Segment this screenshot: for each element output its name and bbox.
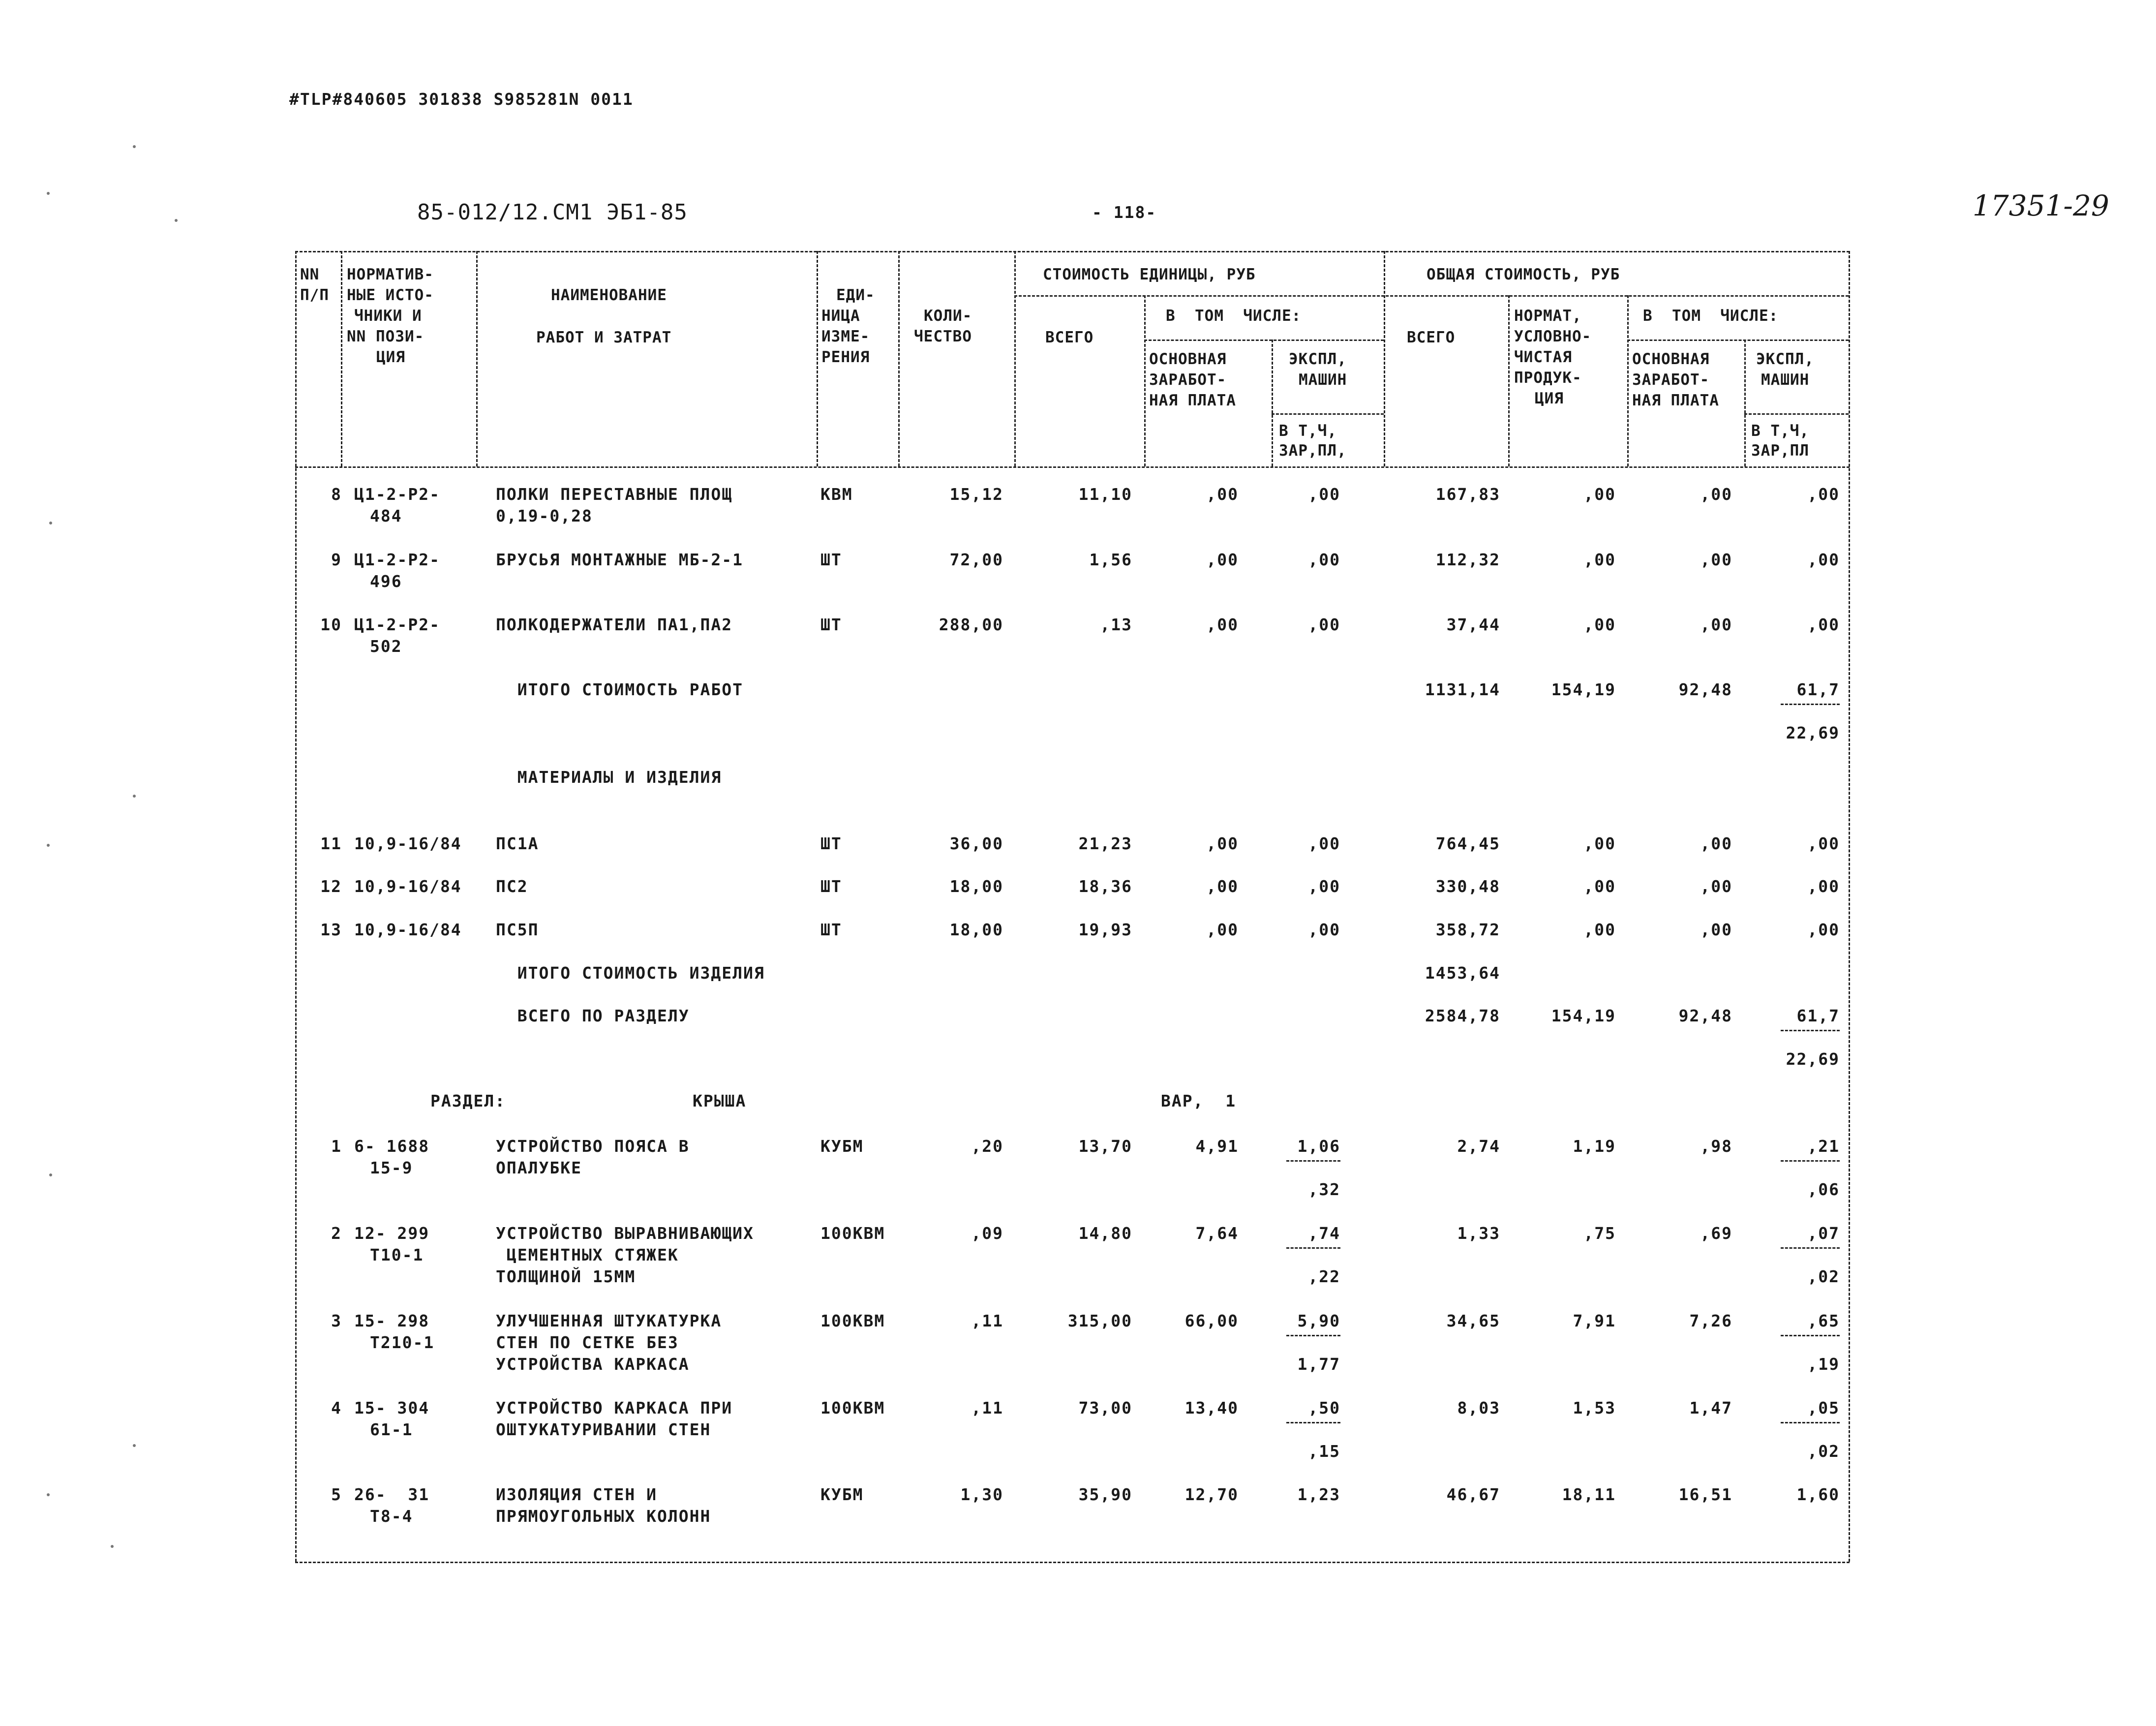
unit-cost-machines: 5,90 <box>1297 1311 1340 1330</box>
subvalue-separator <box>1286 1335 1340 1336</box>
section-label: РАЗДЕЛ: <box>430 1091 506 1110</box>
total-cost-norm: 18,11 <box>1562 1485 1616 1504</box>
work-name: ИТОГО СТОИМОСТЬ РАБОТ <box>496 680 743 699</box>
work-name: УСТРОЙСТВО ПОЯСА В <box>496 1137 690 1156</box>
unit-cost-machines: ,00 <box>1308 550 1340 569</box>
work-name-line2: 0,19-0,28 <box>496 506 593 525</box>
header-total-machines: В Т,Ч, <box>1751 422 1809 440</box>
total-cost-all: 1,33 <box>1457 1224 1500 1243</box>
work-name: УСТРОЙСТВО КАРКАСА ПРИ <box>496 1398 733 1418</box>
total-cost-all: 167,83 <box>1435 485 1500 504</box>
quantity: 18,00 <box>949 877 1003 896</box>
header-unit-machines: ЭКСПЛ, <box>1289 350 1347 368</box>
total-cost-base-pay: ,69 <box>1700 1224 1732 1243</box>
quantity: 18,00 <box>949 920 1003 939</box>
total-cost-all: 2,74 <box>1457 1137 1500 1156</box>
norm-code-line2: Т8-4 <box>370 1507 413 1526</box>
header-norm-source: ЧНИКИ И <box>354 307 422 325</box>
header-divider <box>1144 295 1146 466</box>
total-cost-machines: ,00 <box>1807 485 1840 504</box>
unit-cost-all: 315,00 <box>1067 1311 1132 1330</box>
norm-code: 10,9-16/84 <box>354 834 462 853</box>
header-work-name: НАИМЕНОВАНИЕ <box>551 286 667 304</box>
total-cost-norm: 154,19 <box>1551 680 1616 699</box>
work-name: ИЗОЛЯЦИЯ СТЕН И <box>496 1485 658 1504</box>
header-divider <box>1508 295 1510 466</box>
unit-cost-machines-pay: 1,77 <box>1297 1355 1340 1374</box>
norm-code: 10,9-16/84 <box>354 877 462 896</box>
total-cost-machines-pay: ,19 <box>1807 1355 1840 1374</box>
work-name-line2: СТЕН ПО СЕТКЕ БЕЗ <box>496 1333 679 1352</box>
quantity: 15,12 <box>949 485 1003 504</box>
total-cost-norm: ,00 <box>1583 834 1616 853</box>
table-right-border <box>1849 251 1850 1562</box>
total-cost-norm: ,00 <box>1583 550 1616 569</box>
section-variant: ВАР, 1 <box>1161 1091 1237 1110</box>
header-unit-base-pay: НАЯ ПЛАТА <box>1149 392 1236 409</box>
work-name: ПОЛКОДЕРЖАТЕЛИ ПА1,ПА2 <box>496 615 733 634</box>
row-number: 13 <box>320 920 342 939</box>
norm-code: 12- 299 <box>354 1224 430 1243</box>
total-cost-base-pay: 7,26 <box>1689 1311 1732 1330</box>
total-cost-machines: 1,60 <box>1796 1485 1840 1504</box>
header-norm-source: НОРМАТИВ- <box>347 266 434 283</box>
norm-code-line2: 61-1 <box>370 1420 413 1439</box>
unit-cost-all: 21,23 <box>1078 834 1132 853</box>
header-total-base-pay: НАЯ ПЛАТА <box>1632 392 1719 409</box>
total-cost-base-pay: ,98 <box>1700 1137 1732 1156</box>
margin-mark <box>49 522 52 524</box>
row-number: 9 <box>331 550 342 569</box>
header-bottom-border <box>295 466 1850 468</box>
quantity: 288,00 <box>939 615 1003 634</box>
subvalue-separator <box>1286 1247 1340 1249</box>
total-cost-machines: ,05 <box>1807 1398 1840 1418</box>
work-name: МАТЕРИАЛЫ И ИЗДЕЛИЯ <box>496 768 722 787</box>
header-total-norm: ЦИЯ <box>1535 390 1564 407</box>
total-cost-all: 34,65 <box>1446 1311 1500 1330</box>
unit-cost-machines: ,00 <box>1308 834 1340 853</box>
work-name-line3: УСТРОЙСТВА КАРКАСА <box>496 1355 690 1374</box>
quantity: ,11 <box>971 1311 1003 1330</box>
subvalue-separator <box>1286 1422 1340 1423</box>
quantity: ,20 <box>971 1137 1003 1156</box>
total-cost-norm: 154,19 <box>1551 1006 1616 1025</box>
header-divider <box>1014 251 1016 466</box>
header-divider <box>1744 339 1746 466</box>
total-cost-base-pay: ,00 <box>1700 550 1732 569</box>
header-unit-cost: СТОИМОСТЬ ЕДИНИЦЫ, РУБ <box>1043 266 1256 283</box>
work-name: ПС1А <box>496 834 539 853</box>
table-left-border <box>295 251 297 1562</box>
header-unit: ЕДИ- <box>836 286 875 304</box>
subvalue-separator <box>1781 704 1840 705</box>
margin-mark <box>111 1545 114 1548</box>
document-id: #TLP#840605 301838 S985281N 0011 <box>289 90 634 109</box>
total-cost-machines: 61,7 <box>1796 680 1840 699</box>
work-name: ВСЕГО ПО РАЗДЕЛУ <box>496 1006 690 1025</box>
header-quantity: КОЛИ- <box>924 307 972 325</box>
header-nn: П/П <box>300 286 329 304</box>
unit-cost-base-pay: ,00 <box>1206 550 1239 569</box>
header-divider <box>476 251 478 466</box>
header-total-norm: НОРМАТ, <box>1514 307 1582 325</box>
unit: ШТ <box>820 834 842 853</box>
total-cost-machines-pay: ,06 <box>1807 1180 1840 1199</box>
row-number: 12 <box>320 877 342 896</box>
norm-code: Ц1-2-Р2- <box>354 550 440 569</box>
work-name-line2: ПРЯМОУГОЛЬНЫХ КОЛОНН <box>496 1507 711 1526</box>
work-name: УЛУЧШЕННАЯ ШТУКАТУРКА <box>496 1311 722 1330</box>
total-cost-all: 1131,14 <box>1425 680 1500 699</box>
total-cost-all: 764,45 <box>1435 834 1500 853</box>
subvalue-separator <box>1781 1422 1840 1423</box>
row-number: 5 <box>331 1485 342 1504</box>
header-unit: НИЦА <box>821 307 860 325</box>
total-cost-base-pay: ,00 <box>1700 615 1732 634</box>
unit-cost-all: 13,70 <box>1078 1137 1132 1156</box>
unit-cost-machines: ,74 <box>1308 1224 1340 1243</box>
unit-cost-all: 11,10 <box>1078 485 1132 504</box>
work-name: ПС2 <box>496 877 528 896</box>
unit-cost-machines: 1,23 <box>1297 1485 1340 1504</box>
subvalue-separator <box>1781 1030 1840 1031</box>
unit-cost-machines-pay: ,15 <box>1308 1442 1340 1461</box>
header-divider <box>1144 339 1384 341</box>
total-cost-base-pay: ,00 <box>1700 920 1732 939</box>
norm-code: Ц1-2-Р2- <box>354 615 440 634</box>
norm-code-line2: 502 <box>370 637 402 656</box>
header-divider <box>1272 339 1273 466</box>
unit: КУБМ <box>820 1137 864 1156</box>
total-cost-base-pay: 16,51 <box>1678 1485 1732 1504</box>
subvalue-separator <box>1781 1247 1840 1249</box>
total-cost-all: 2584,78 <box>1425 1006 1500 1025</box>
header-unit-base-pay: ЗАРАБОТ- <box>1149 371 1227 389</box>
total-cost-norm: ,00 <box>1583 877 1616 896</box>
unit-cost-all: 14,80 <box>1078 1224 1132 1243</box>
unit-cost-all: 1,56 <box>1089 550 1132 569</box>
unit: ШТ <box>820 615 842 634</box>
total-cost-machines: ,00 <box>1807 834 1840 853</box>
unit-cost-base-pay: 13,40 <box>1184 1398 1239 1418</box>
norm-code: 6- 1688 <box>354 1137 430 1156</box>
header-total-machines: МАШИН <box>1761 371 1810 389</box>
row-number: 1 <box>331 1137 342 1156</box>
quantity: ,09 <box>971 1224 1003 1243</box>
total-cost-norm: 7,91 <box>1573 1311 1616 1330</box>
unit-cost-base-pay: ,00 <box>1206 834 1239 853</box>
margin-mark <box>47 1493 50 1496</box>
header-total-machines: ЗАР,ПЛ <box>1751 442 1809 460</box>
quantity: ,11 <box>971 1398 1003 1418</box>
header-quantity: ЧЕСТВО <box>914 328 972 345</box>
header-total-machines: ЭКСПЛ, <box>1756 350 1814 368</box>
row-number: 2 <box>331 1224 342 1243</box>
unit-cost-base-pay: 12,70 <box>1184 1485 1239 1504</box>
header-unit-all: ВСЕГО <box>1045 329 1094 346</box>
norm-code-line2: 484 <box>370 506 402 525</box>
header-total-norm: УСЛОВНО- <box>1514 328 1592 345</box>
total-cost-norm: 1,53 <box>1573 1398 1616 1418</box>
total-cost-all: 8,03 <box>1457 1398 1500 1418</box>
header-total-norm: ПРОДУК- <box>1514 369 1582 387</box>
row-number: 10 <box>320 615 342 634</box>
total-cost-all: 1453,64 <box>1425 963 1500 983</box>
unit: ШТ <box>820 877 842 896</box>
header-divider <box>817 251 818 466</box>
unit-cost-machines: ,00 <box>1308 920 1340 939</box>
work-name: ИТОГО СТОИМОСТЬ ИЗДЕЛИЯ <box>496 963 765 983</box>
subvalue-separator <box>1781 1335 1840 1336</box>
unit-cost-base-pay: ,00 <box>1206 920 1239 939</box>
total-cost-all: 37,44 <box>1446 615 1500 634</box>
header-divider <box>1744 413 1849 415</box>
section-name: КРЫША <box>693 1091 747 1110</box>
total-cost-machines: ,00 <box>1807 550 1840 569</box>
work-name: БРУСЬЯ МОНТАЖНЫЕ МБ-2-1 <box>496 550 743 569</box>
total-cost-all: 112,32 <box>1435 550 1500 569</box>
header-nn: NN <box>300 266 320 283</box>
table-top-border <box>295 251 1850 252</box>
total-cost-machines-pay: ,02 <box>1807 1442 1840 1461</box>
header-unit-machines: В Т,Ч, <box>1279 422 1337 440</box>
total-cost-norm: ,00 <box>1583 485 1616 504</box>
unit-cost-all: 73,00 <box>1078 1398 1132 1418</box>
norm-code: 26- 31 <box>354 1485 430 1504</box>
header-unit-including: В ТОМ ЧИСЛЕ: <box>1166 307 1302 325</box>
total-cost-machines-pay: 22,69 <box>1786 1049 1840 1069</box>
unit: КВМ <box>820 485 853 504</box>
work-name: ПОЛКИ ПЕРЕСТАВНЫЕ ПЛОЩ <box>496 485 733 504</box>
work-name: УСТРОЙСТВО ВЫРАВНИВАЮЩИХ <box>496 1224 754 1243</box>
header-divider <box>341 251 342 466</box>
margin-mark <box>47 192 50 195</box>
header-total-base-pay: ОСНОВНАЯ <box>1632 350 1710 368</box>
total-cost-base-pay: ,00 <box>1700 485 1732 504</box>
total-cost-base-pay: 92,48 <box>1678 1006 1732 1025</box>
unit-cost-machines-pay: ,22 <box>1308 1267 1340 1286</box>
norm-code-line2: 496 <box>370 572 402 591</box>
norm-code-line2: 15-9 <box>370 1158 413 1177</box>
header-total-all: ВСЕГО <box>1407 329 1456 346</box>
margin-mark <box>133 795 136 798</box>
unit: ШТ <box>820 920 842 939</box>
total-cost-base-pay: ,00 <box>1700 834 1732 853</box>
unit-cost-base-pay: ,00 <box>1206 877 1239 896</box>
header-divider <box>1014 295 1849 297</box>
norm-code: 15- 304 <box>354 1398 430 1418</box>
header-unit-base-pay: ОСНОВНАЯ <box>1149 350 1227 368</box>
margin-mark <box>133 145 136 148</box>
norm-code-line2: Т10-1 <box>370 1245 424 1264</box>
norm-code: 15- 298 <box>354 1311 430 1330</box>
total-cost-machines: ,65 <box>1807 1311 1840 1330</box>
header-unit: РЕНИЯ <box>821 348 870 366</box>
header-total-base-pay: ЗАРАБОТ- <box>1632 371 1710 389</box>
unit-cost-all: 19,93 <box>1078 920 1132 939</box>
total-cost-norm: ,00 <box>1583 920 1616 939</box>
work-name-line2: ЦЕМЕНТНЫХ СТЯЖЕК <box>496 1245 679 1264</box>
quantity: 36,00 <box>949 834 1003 853</box>
work-name-line2: ОПАЛУБКЕ <box>496 1158 582 1177</box>
document-reference: 85-012/12.CM1 ЭБ1-85 <box>417 200 688 225</box>
header-unit-machines: МАШИН <box>1299 371 1347 389</box>
unit: КУБМ <box>820 1485 864 1504</box>
row-number: 11 <box>320 834 342 853</box>
unit-cost-all: 35,90 <box>1078 1485 1132 1504</box>
norm-code-line2: Т210-1 <box>370 1333 435 1352</box>
total-cost-machines: ,07 <box>1807 1224 1840 1243</box>
unit-cost-machines: ,50 <box>1308 1398 1340 1418</box>
total-cost-base-pay: ,00 <box>1700 877 1732 896</box>
unit: ШТ <box>820 550 842 569</box>
unit-cost-machines-pay: ,32 <box>1308 1180 1340 1199</box>
unit-cost-machines: ,00 <box>1308 485 1340 504</box>
unit-cost-base-pay: 66,00 <box>1184 1311 1239 1330</box>
unit-cost-all: 18,36 <box>1078 877 1132 896</box>
subvalue-separator <box>1286 1160 1340 1162</box>
unit-cost-machines: ,00 <box>1308 877 1340 896</box>
total-cost-base-pay: 92,48 <box>1678 680 1732 699</box>
total-cost-base-pay: 1,47 <box>1689 1398 1732 1418</box>
unit: 100КВМ <box>820 1224 885 1243</box>
header-divider <box>1627 295 1629 466</box>
total-cost-norm: ,75 <box>1583 1224 1616 1243</box>
work-name: ПС5П <box>496 920 539 939</box>
total-cost-all: 358,72 <box>1435 920 1500 939</box>
page-number: - 118- <box>1092 203 1157 222</box>
total-cost-machines: ,00 <box>1807 615 1840 634</box>
margin-mark <box>175 219 178 222</box>
header-divider <box>1272 413 1384 415</box>
row-number: 4 <box>331 1398 342 1418</box>
total-cost-all: 330,48 <box>1435 877 1500 896</box>
total-cost-machines: ,00 <box>1807 920 1840 939</box>
header-divider <box>898 251 900 466</box>
total-cost-norm: ,00 <box>1583 615 1616 634</box>
unit-cost-machines: ,00 <box>1308 615 1340 634</box>
header-unit: ИЗМЕ- <box>821 328 870 345</box>
unit-cost-base-pay: ,00 <box>1206 485 1239 504</box>
total-cost-norm: 1,19 <box>1573 1137 1616 1156</box>
header-divider <box>1627 339 1849 341</box>
header-work-name: РАБОТ И ЗАТРАТ <box>536 329 672 346</box>
margin-mark <box>133 1444 136 1447</box>
total-cost-machines-pay: 22,69 <box>1786 723 1840 742</box>
total-cost-all: 46,67 <box>1446 1485 1500 1504</box>
header-total-norm: ЧИСТАЯ <box>1514 348 1572 366</box>
work-name-line2: ОШТУКАТУРИВАНИИ СТЕН <box>496 1420 711 1439</box>
unit-cost-machines: 1,06 <box>1297 1137 1340 1156</box>
header-divider <box>1384 251 1385 466</box>
norm-code: 10,9-16/84 <box>354 920 462 939</box>
unit-cost-base-pay: ,00 <box>1206 615 1239 634</box>
unit: 100КВМ <box>820 1398 885 1418</box>
norm-code: Ц1-2-Р2- <box>354 485 440 504</box>
margin-mark <box>49 1173 52 1176</box>
work-name-line3: ТОЛЩИНОЙ 15ММ <box>496 1267 636 1286</box>
header-norm-source: ЦИЯ <box>376 348 405 366</box>
handwritten-reference: 17351-29 <box>1973 189 2109 222</box>
row-number: 8 <box>331 485 342 504</box>
table-bottom-border <box>295 1562 1850 1563</box>
quantity: 72,00 <box>949 550 1003 569</box>
quantity: 1,30 <box>960 1485 1003 1504</box>
unit-cost-base-pay: 4,91 <box>1195 1137 1239 1156</box>
total-cost-machines: 61,7 <box>1796 1006 1840 1025</box>
unit-cost-all: ,13 <box>1100 615 1132 634</box>
header-norm-source: НЫЕ ИСТО- <box>347 286 434 304</box>
unit: 100КВМ <box>820 1311 885 1330</box>
header-unit-machines: ЗАР,ПЛ, <box>1279 442 1347 460</box>
header-norm-source: NN ПОЗИ- <box>347 328 425 345</box>
header-total-including: В ТОМ ЧИСЛЕ: <box>1643 307 1779 325</box>
total-cost-machines: ,21 <box>1807 1137 1840 1156</box>
margin-mark <box>47 844 50 847</box>
header-total-cost: ОБЩАЯ СТОИМОСТЬ, РУБ <box>1427 266 1620 283</box>
unit-cost-base-pay: 7,64 <box>1195 1224 1239 1243</box>
total-cost-machines-pay: ,02 <box>1807 1267 1840 1286</box>
total-cost-machines: ,00 <box>1807 877 1840 896</box>
row-number: 3 <box>331 1311 342 1330</box>
subvalue-separator <box>1781 1160 1840 1162</box>
